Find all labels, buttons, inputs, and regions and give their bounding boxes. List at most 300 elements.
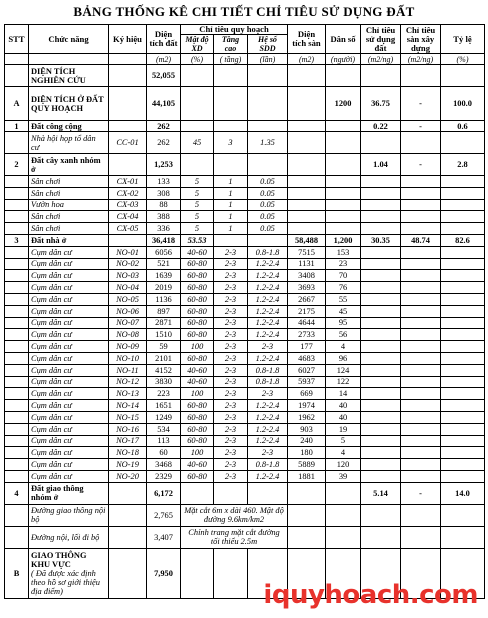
cell-stt [5,388,29,400]
table-row [5,423,485,435]
cell-stt [5,459,29,471]
cell-stt [5,364,29,376]
unit-cell [5,54,29,65]
cell-floor-use [401,270,441,282]
cell-code: CX-04 [109,211,147,223]
cell-area: 36,418 [147,234,181,246]
table-row [5,400,485,412]
cell-land-use [361,400,401,412]
unit-cell: ( tầng) [214,54,248,65]
table-row [5,482,485,504]
cell-stt [5,317,29,329]
table-row [5,293,485,305]
cell-pop: 4 [326,447,361,459]
cell-stt [5,447,29,459]
header-pop: Dân số [326,25,361,54]
cell-pop: 76 [326,282,361,294]
cell-code [109,154,147,176]
cell-area: 1136 [147,293,181,305]
cell-floor-area [288,87,326,121]
cell-density: 53.53 [181,234,214,246]
cell-floor-use [401,246,441,258]
cell-floor-area [288,132,326,154]
table-row [5,470,485,482]
table-row [5,317,485,329]
cell-stt [5,400,29,412]
cell-name: Sân chơi [29,223,109,235]
cell-stt [5,352,29,364]
cell-floor-area: 3408 [288,270,326,282]
unit-cell: (m2) [147,54,181,65]
cell-sdd: 0.8-1.8 [248,459,288,471]
cell-code: CX-01 [109,176,147,188]
cell-pop [326,65,361,87]
cell-pop: 96 [326,352,361,364]
cell-ratio [441,470,485,482]
cell-ratio [441,187,485,199]
cell-density: 5 [181,176,214,188]
cell-code [109,548,147,598]
cell-floor-use [401,258,441,270]
cell-name: Cụm dân cư [29,305,109,317]
cell-area: 388 [147,211,181,223]
cell-stt [5,411,29,423]
cell-floors: 1 [214,187,248,199]
cell-floor-use [401,364,441,376]
cell-floors: 1 [214,223,248,235]
cell-pop: 40 [326,411,361,423]
cell-ratio [441,504,485,526]
cell-floors: 2-3 [214,282,248,294]
cell-name: Đất công cộng [29,121,109,132]
cell-floor-use [401,435,441,447]
cell-area: 897 [147,305,181,317]
cell-subnote: ( Đã được xác định theo hồ sơ giới thiệu địa điểm) [31,568,100,596]
cell-density: 5 [181,199,214,211]
cell-code: NO-18 [109,447,147,459]
cell-floors: 1 [214,176,248,188]
cell-code: NO-10 [109,352,147,364]
cell-sdd [248,234,288,246]
table-row [5,121,485,132]
cell-name: Cụm dân cư [29,411,109,423]
cell-code [109,65,147,87]
cell-floors: 2-3 [214,352,248,364]
cell-stt [5,305,29,317]
cell-land-use [361,376,401,388]
cell-pop: 40 [326,400,361,412]
cell-ratio [441,293,485,305]
cell-code [109,121,147,132]
cell-land-use [361,282,401,294]
cell-land-use [361,317,401,329]
cell-code: NO-04 [109,282,147,294]
watermark-logo: iquyhoach.com [263,580,478,610]
cell-land-use: 1.04 [361,154,401,176]
cell-stt [5,293,29,305]
cell-ratio [441,199,485,211]
cell-density: 60-80 [181,270,214,282]
cell-land-use [361,65,401,87]
cell-floor-area [288,526,326,548]
unit-cell: (%) [441,54,485,65]
cell-area: 4152 [147,364,181,376]
cell-floors [214,121,248,132]
cell-stt [5,435,29,447]
cell-floors: 2-3 [214,341,248,353]
cell-area: 133 [147,176,181,188]
cell-floor-area: 669 [288,388,326,400]
table-row [5,459,485,471]
cell-stt [5,258,29,270]
cell-area: 6,172 [147,482,181,504]
header-floor-area: Diện tích sàn [288,25,326,54]
cell-floors: 2-3 [214,293,248,305]
cell-pop: 45 [326,305,361,317]
cell-pop: 124 [326,364,361,376]
header-name: Chức năng [29,25,109,54]
cell-stt: 1 [5,121,29,132]
cell-floor-area [288,211,326,223]
table-row [5,411,485,423]
cell-density: 40-60 [181,376,214,388]
cell-area: 262 [147,121,181,132]
cell-pop: 39 [326,470,361,482]
cell-name: Đất cây xanh nhóm ở [29,154,109,176]
cell-name: Cụm dân cư [29,246,109,258]
cell-name: Sân chơi [29,211,109,223]
cell-ratio [441,400,485,412]
cell-floor-use [401,132,441,154]
cell-sdd [248,121,288,132]
cell-ratio: 14.0 [441,482,485,504]
cell-area: 2019 [147,282,181,294]
cell-floors: 2-3 [214,470,248,482]
cell-name: Cụm dân cư [29,282,109,294]
unit-cell: (người) [326,54,361,65]
cell-name: Cụm dân cư [29,447,109,459]
cell-name: Đất giao thông nhóm ở [29,482,109,504]
cell-land-use [361,470,401,482]
cell-area: 3,407 [147,526,181,548]
cell-ratio [441,447,485,459]
cell-ratio [441,459,485,471]
table-row [5,388,485,400]
cell-sdd: 2-3 [248,447,288,459]
cell-floors: 2-3 [214,246,248,258]
cell-sdd: 0.05 [248,187,288,199]
cell-sdd: 0.05 [248,223,288,235]
cell-ratio [441,223,485,235]
cell-floor-area: 58,488 [288,234,326,246]
cell-land-use [361,364,401,376]
cell-land-use [361,388,401,400]
cell-pop [326,187,361,199]
cell-floor-use [401,317,441,329]
cell-floor-area: 2175 [288,305,326,317]
cell-code: NO-17 [109,435,147,447]
cell-area: 6056 [147,246,181,258]
cell-density: 5 [181,211,214,223]
header-area: Diện tích đất [147,25,181,54]
cell-pop [326,211,361,223]
table-row [5,65,485,87]
cell-stt: B [5,548,29,598]
cell-land-use [361,352,401,364]
cell-floors [214,65,248,87]
cell-pop: 122 [326,376,361,388]
cell-name: Cụm dân cư [29,400,109,412]
cell-pop [326,121,361,132]
cell-pop [326,199,361,211]
cell-pop: 1200 [326,87,361,121]
cell-stt [5,376,29,388]
cell-density: 40-60 [181,364,214,376]
cell-land-use [361,504,401,526]
cell-sdd: 1.2-2.4 [248,317,288,329]
cell-floors [214,548,248,598]
unit-cell: (m2) [288,54,326,65]
cell-stt: A [5,87,29,121]
cell-name-text: GIAO THÔNG KHU VỰC [31,550,87,569]
cell-floor-use [401,282,441,294]
cell-area: 1639 [147,270,181,282]
cell-area: 3468 [147,459,181,471]
cell-floors: 2-3 [214,423,248,435]
cell-name [29,548,109,598]
table-row [5,341,485,353]
cell-ratio [441,270,485,282]
cell-floor-use [401,329,441,341]
cell-area: 1,253 [147,154,181,176]
cell-pop [326,504,361,526]
cell-stt: 4 [5,482,29,504]
cell-floor-use [401,199,441,211]
cell-land-use [361,187,401,199]
cell-code: NO-11 [109,364,147,376]
cell-name: Sân chơi [29,187,109,199]
cell-density: 45 [181,132,214,154]
cell-floors: 1 [214,199,248,211]
cell-name: Cụm dân cư [29,459,109,471]
cell-code: NO-12 [109,376,147,388]
cell-density: 40-60 [181,459,214,471]
table-row [5,270,485,282]
cell-floors: 3 [214,132,248,154]
header-stt: STT [5,25,29,54]
cell-area: 1510 [147,329,181,341]
header-ratio: Tỷ lệ [441,25,485,54]
cell-area: 2,765 [147,504,181,526]
cell-name: Sân chơi [29,176,109,188]
cell-code: NO-01 [109,246,147,258]
cell-density [181,65,214,87]
cell-land-use [361,423,401,435]
cell-ratio [441,282,485,294]
cell-pop: 153 [326,246,361,258]
cell-floor-area [288,154,326,176]
cell-floors [214,234,248,246]
cell-ratio [441,258,485,270]
cell-sdd: 2-3 [248,341,288,353]
cell-ratio [441,376,485,388]
cell-area: 52,055 [147,65,181,87]
cell-stt [5,282,29,294]
cell-stt [5,132,29,154]
cell-ratio [441,364,485,376]
cell-area: 7,950 [147,548,181,598]
cell-density [181,87,214,121]
cell-code: CX-02 [109,187,147,199]
cell-name: DIỆN TÍCH Ở ĐẤT QUY HOẠCH [29,87,109,121]
cell-ratio [441,423,485,435]
cell-area: 1651 [147,400,181,412]
cell-pop: 19 [326,423,361,435]
cell-sdd: 1.2-2.4 [248,470,288,482]
cell-ratio [441,176,485,188]
cell-floor-use [401,470,441,482]
unit-cell [109,54,147,65]
header-sdd: Hệ số SDD [248,35,288,54]
table-row [5,435,485,447]
cell-sdd [248,482,288,504]
cell-floors [214,482,248,504]
cell-pop: 14 [326,388,361,400]
cell-floor-use [401,293,441,305]
unit-cell [29,54,109,65]
cell-stt: 3 [5,234,29,246]
cell-code: NO-16 [109,423,147,435]
page-title: BẢNG THỐNG KÊ CHI TIẾT CHỈ TIÊU SỬ DỤNG ĐẤT [73,4,415,19]
cell-floors: 2-3 [214,364,248,376]
cell-sdd: 0.8-1.8 [248,246,288,258]
cell-code: NO-19 [109,459,147,471]
cell-density: 60-80 [181,293,214,305]
cell-floor-area: 1962 [288,411,326,423]
cell-floors: 2-3 [214,329,248,341]
cell-density [181,121,214,132]
cell-name: DIỆN TÍCH NGHIÊN CỨU [29,65,109,87]
cell-code [109,482,147,504]
cell-land-use [361,435,401,447]
cell-density: 100 [181,341,214,353]
cell-land-use [361,341,401,353]
cell-name: Cụm dân cư [29,470,109,482]
cell-density [181,482,214,504]
cell-density: 5 [181,223,214,235]
cell-ratio [441,352,485,364]
cell-floor-area [288,121,326,132]
cell-stt [5,176,29,188]
cell-floor-area: 1974 [288,400,326,412]
cell-stt [5,270,29,282]
cell-name: Cụm dân cư [29,341,109,353]
cell-floors: 2-3 [214,447,248,459]
cell-name: Cụm dân cư [29,329,109,341]
cell-floor-area: 7515 [288,246,326,258]
cell-ratio: 100.0 [441,87,485,121]
cell-floor-area: 4683 [288,352,326,364]
cell-stt [5,341,29,353]
cell-sdd: 1.35 [248,132,288,154]
cell-floor-use: - [401,121,441,132]
cell-pop [326,154,361,176]
cell-floor-area: 180 [288,447,326,459]
cell-stt [5,526,29,548]
cell-sdd: 1.2-2.4 [248,435,288,447]
cell-floor-use [401,187,441,199]
cell-ratio [441,388,485,400]
cell-density: 60-80 [181,423,214,435]
cell-floor-use [401,176,441,188]
table-row [5,526,485,548]
cell-pop: 5 [326,435,361,447]
cell-area: 113 [147,435,181,447]
cell-floor-area: 5937 [288,376,326,388]
cell-floors: 2-3 [214,376,248,388]
cell-sdd: 1.2-2.4 [248,329,288,341]
cell-floor-area [288,223,326,235]
cell-floor-area [288,504,326,526]
cell-code: NO-09 [109,341,147,353]
cell-density: 60-80 [181,470,214,482]
cell-floor-area [288,65,326,87]
cell-density: 60-80 [181,352,214,364]
cell-floor-use: - [401,482,441,504]
cell-stt [5,65,29,87]
cell-name: Cụm dân cư [29,435,109,447]
cell-sdd: 1.2-2.4 [248,411,288,423]
cell-area: 1249 [147,411,181,423]
cell-area: 262 [147,132,181,154]
cell-floor-use [401,423,441,435]
cell-area: 308 [147,187,181,199]
cell-name: Cụm dân cư [29,423,109,435]
table-row [5,246,485,258]
cell-code: NO-05 [109,293,147,305]
unit-cell: (lần) [248,54,288,65]
cell-ratio: 82.6 [441,234,485,246]
cell-floor-use [401,305,441,317]
cell-land-use [361,447,401,459]
unit-cell: (%) [181,54,214,65]
table-row [5,258,485,270]
cell-pop: 55 [326,293,361,305]
table-row [5,364,485,376]
cell-name: Đất nhà ở [29,234,109,246]
cell-density [181,154,214,176]
cell-ratio [441,317,485,329]
cell-ratio [441,341,485,353]
table-row [5,87,485,121]
cell-floor-area: 1881 [288,470,326,482]
cell-ratio [441,329,485,341]
cell-ratio [441,305,485,317]
cell-land-use [361,176,401,188]
table-row [5,447,485,459]
cell-name: Đường giao thông nội bộ [29,504,109,526]
land-use-table [4,24,485,599]
cell-land-use: 30.35 [361,234,401,246]
cell-floors: 2-3 [214,305,248,317]
table-row [5,176,485,188]
cell-stt [5,211,29,223]
cell-area: 2101 [147,352,181,364]
cell-name: Cụm dân cư [29,364,109,376]
cell-stt [5,470,29,482]
cell-code: NO-14 [109,400,147,412]
cell-density: 60-80 [181,435,214,447]
